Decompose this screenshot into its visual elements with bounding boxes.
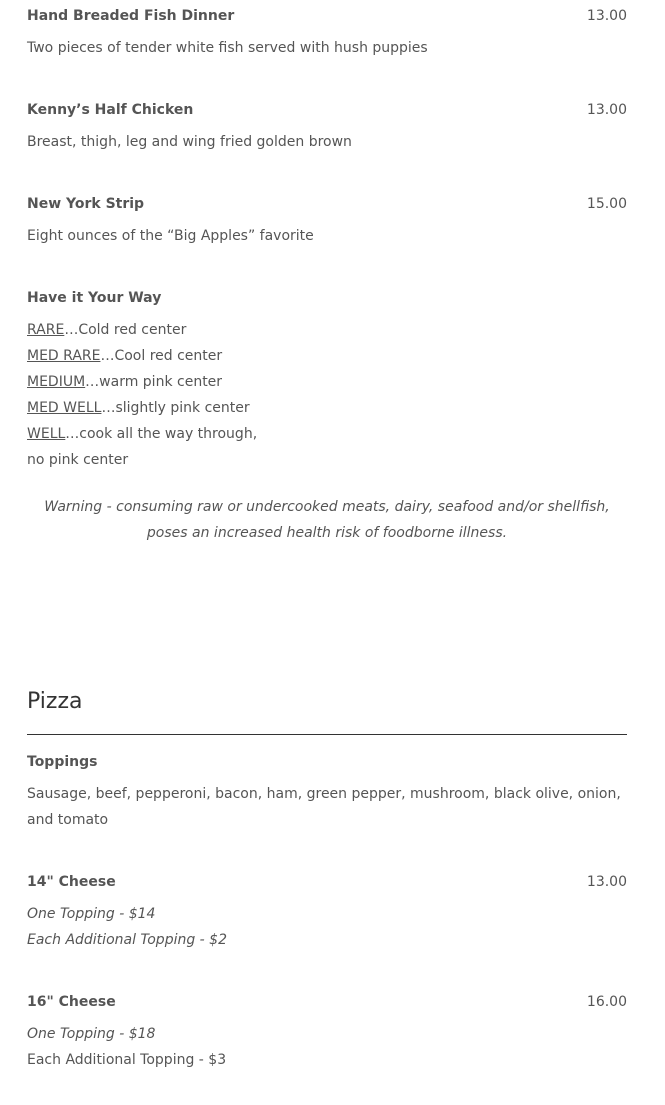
menu-item-toppings [27, 746, 627, 833]
doneness-rare [27, 317, 277, 343]
doneness-med-well [27, 395, 277, 421]
doneness-label: MED WELL [27, 400, 102, 416]
doneness-label: RARE [27, 322, 65, 338]
section-title-pizza: Pizza [27, 689, 83, 714]
doneness-list [27, 312, 277, 473]
doneness-guide [27, 282, 627, 473]
item-name: New York Strip [27, 196, 145, 212]
item-name: Kenny’s Half Chicken [27, 102, 194, 118]
item-description: Eight ounces of the “Big Apples” favorite [27, 228, 314, 244]
menu-item-half-chicken [27, 94, 627, 155]
menu-item-new-york-strip [27, 188, 627, 249]
doneness-well [27, 421, 277, 473]
doneness-label: MED RARE [27, 348, 101, 364]
item-name: 14" Cheese [27, 874, 116, 890]
doneness-medium [27, 369, 277, 395]
item-name: Toppings [27, 754, 98, 770]
item-description: Breast, thigh, leg and wing fried golden brown [27, 134, 352, 150]
doneness-text: …warm pink center [85, 374, 223, 390]
item-price: 13.00 [586, 8, 627, 24]
doneness-label: MEDIUM [27, 374, 86, 390]
doneness-med-rare [27, 343, 277, 369]
option-line: One Topping - $18 [27, 1026, 156, 1042]
doneness-title: Have it Your Way [27, 290, 162, 306]
health-warning: Warning - consuming raw or undercooked meats, dairy, seafood and/or shellfish, poses an increased health risk of foodborne illness. [44, 499, 610, 541]
option-line: Each Additional Topping - $3 [27, 1052, 227, 1068]
section-divider [27, 734, 627, 735]
doneness-text: …Cold red center [64, 322, 187, 338]
doneness-text: …cook all the way through, no pink center [27, 426, 258, 468]
doneness-text: …Cool red center [100, 348, 223, 364]
option-line: One Topping - $14 [27, 906, 156, 922]
menu-item-14-cheese [27, 866, 627, 953]
item-description: Two pieces of tender white fish served with hush puppies [27, 40, 428, 56]
item-price: 16.00 [586, 994, 627, 1010]
item-options [27, 896, 627, 953]
item-name: Hand Breaded Fish Dinner [27, 8, 235, 24]
option-line: Each Additional Topping - $2 [27, 932, 227, 948]
doneness-label: WELL [27, 426, 66, 442]
item-name: 16" Cheese [27, 994, 116, 1010]
item-price: 13.00 [586, 874, 627, 890]
item-description: Sausage, beef, pepperoni, bacon, ham, green pepper, mushroom, black olive, onion, and tomato [27, 786, 621, 828]
doneness-text: …slightly pink center [101, 400, 250, 416]
item-price: 15.00 [586, 196, 627, 212]
item-price: 13.00 [586, 102, 627, 118]
item-options [27, 1016, 627, 1073]
menu-item-fish-dinner [27, 0, 627, 61]
menu-item-16-cheese [27, 986, 627, 1073]
